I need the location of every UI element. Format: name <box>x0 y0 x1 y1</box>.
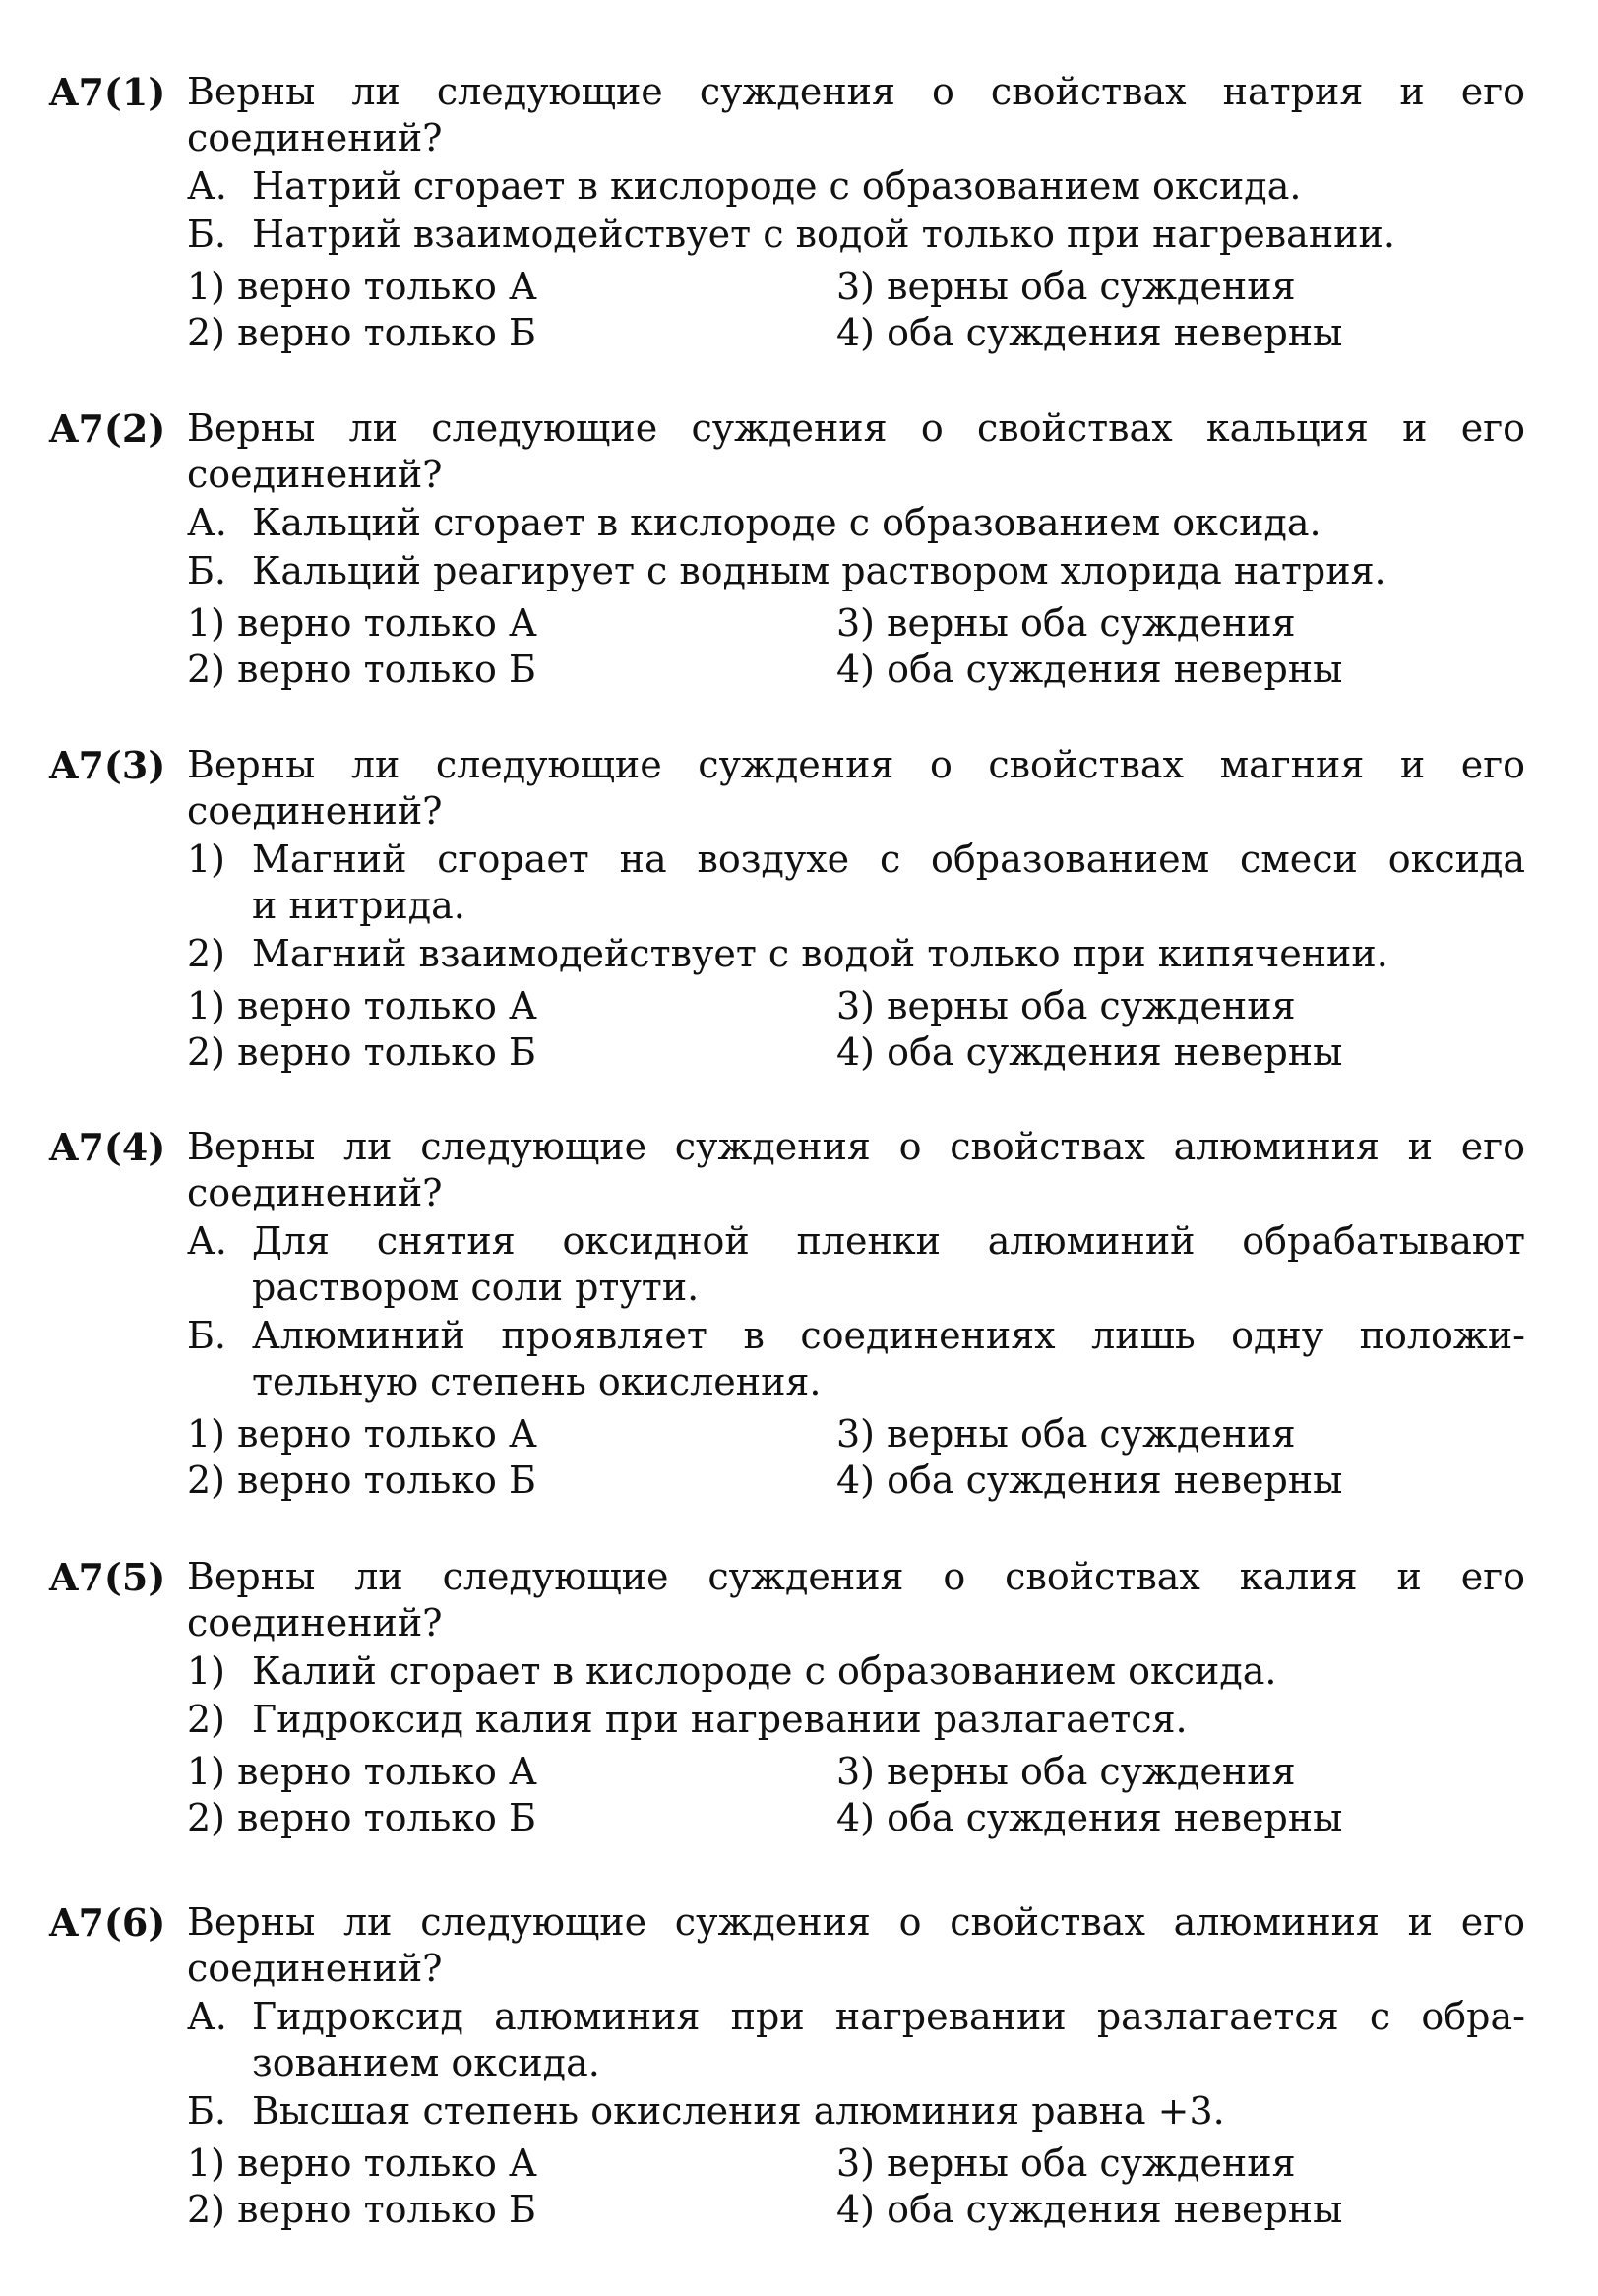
question-text-line: Верны ли следующие суждения о свойствах магния и его <box>187 743 1525 786</box>
statement-text: Для снятия оксидной пленки алюминий обрабатывают <box>252 1219 1525 1263</box>
question-2 <box>49 405 1525 693</box>
answer-options <box>187 983 1525 1076</box>
option-4[interactable]: 4) оба суждения неверны <box>836 2188 1343 2231</box>
option-2[interactable]: 2) верно только Б <box>187 1030 536 1074</box>
option-3[interactable]: 3) верны оба суждения <box>836 1750 1296 1793</box>
statement-a <box>187 1994 1525 2086</box>
statement-2 <box>187 931 1525 977</box>
statement-text: Гидроксид алюминия при нагревании разлагается с обра- <box>252 1995 1525 2038</box>
statement-1 <box>187 1648 1525 1695</box>
option-4[interactable]: 4) оба суждения неверны <box>836 1796 1343 1839</box>
question-5 <box>49 1554 1525 1841</box>
statement-label: Б. <box>187 213 227 256</box>
statement-a <box>187 1218 1525 1311</box>
question-text-line: Верны ли следующие суждения о свойствах калия и его <box>187 1555 1525 1598</box>
statement-text: и нитрида. <box>252 884 465 927</box>
question-text-line: Верны ли следующие суждения о свойствах алюминия и его <box>187 1125 1525 1168</box>
statement-text: тельную степень окисления. <box>252 1360 822 1403</box>
option-1[interactable]: 1) верно только А <box>187 984 537 1027</box>
statement-text: Высшая степень окисления алюминия равна +3. <box>252 2089 1225 2133</box>
statement-b <box>187 2088 1525 2135</box>
statement-b <box>187 212 1525 258</box>
statement-label: 1) <box>187 838 226 881</box>
option-2[interactable]: 2) верно только Б <box>187 648 536 691</box>
statement-text: Кальций сгорает в кислороде с образованием оксида. <box>252 501 1321 544</box>
question-text-line: Верны ли следующие суждения о свойствах кальция и его <box>187 406 1525 450</box>
question-body <box>187 1899 1525 2233</box>
option-2[interactable]: 2) верно только Б <box>187 311 536 354</box>
question-body <box>187 69 1525 356</box>
statement-label: Б. <box>187 1314 227 1357</box>
option-2[interactable]: 2) верно только Б <box>187 2188 536 2231</box>
statement-text: зованием оксида. <box>252 2041 600 2084</box>
question-text-line: Верны ли следующие суждения о свойствах натрия и его <box>187 70 1525 113</box>
statement-a <box>187 500 1525 546</box>
question-number: A7(4) <box>49 1125 166 1169</box>
question-body <box>187 1124 1525 1504</box>
option-4[interactable]: 4) оба суждения неверны <box>836 648 1343 691</box>
statement-label: А. <box>187 1219 227 1263</box>
statement-label: 2) <box>187 932 226 975</box>
question-number: A7(5) <box>49 1555 166 1599</box>
question-number: A7(2) <box>49 406 166 451</box>
statement-text: раствором соли ртути. <box>252 1266 700 1309</box>
question-4 <box>49 1124 1525 1504</box>
statement-text: Магний взаимодействует с водой только при кипячении. <box>252 932 1388 975</box>
answer-options <box>187 600 1525 693</box>
question-number: A7(6) <box>49 1900 166 1945</box>
question-text-line: соединений? <box>187 1947 443 1990</box>
option-4[interactable]: 4) оба суждения неверны <box>836 1458 1343 1502</box>
question-body <box>187 405 1525 693</box>
statement-label: 1) <box>187 1649 226 1693</box>
statement-a <box>187 163 1525 210</box>
statement-text: Натрий взаимодействует с водой только при нагревании. <box>252 213 1395 256</box>
option-3[interactable]: 3) верны оба суждения <box>836 601 1296 645</box>
statement-b <box>187 548 1525 594</box>
statement-label: Б. <box>187 549 227 592</box>
answer-options <box>187 2141 1525 2233</box>
question-body <box>187 1554 1525 1841</box>
option-4[interactable]: 4) оба суждения неверны <box>836 1030 1343 1074</box>
question-text-line: соединений? <box>187 1171 443 1214</box>
option-3[interactable]: 3) верны оба суждения <box>836 1412 1296 1456</box>
option-1[interactable]: 1) верно только А <box>187 601 537 645</box>
option-2[interactable]: 2) верно только Б <box>187 1458 536 1502</box>
question-number: A7(3) <box>49 743 166 787</box>
statement-text: Калий сгорает в кислороде с образованием оксида. <box>252 1649 1277 1693</box>
statement-label: А. <box>187 501 227 544</box>
question-1 <box>49 69 1525 356</box>
option-1[interactable]: 1) верно только А <box>187 1750 537 1793</box>
question-text-line: Верны ли следующие суждения о свойствах алюминия и его <box>187 1900 1525 1944</box>
question-text-line: соединений? <box>187 789 443 833</box>
question-text-line: соединений? <box>187 453 443 496</box>
question-6 <box>49 1899 1525 2233</box>
question-number: A7(1) <box>49 70 166 114</box>
option-1[interactable]: 1) верно только А <box>187 2141 537 2185</box>
option-2[interactable]: 2) верно только Б <box>187 1796 536 1839</box>
statement-label: 2) <box>187 1698 226 1741</box>
statement-label: А. <box>187 1995 227 2038</box>
statement-text: Натрий сгорает в кислороде с образованием оксида. <box>252 164 1302 208</box>
option-3[interactable]: 3) верны оба суждения <box>836 265 1296 308</box>
answer-options <box>187 1749 1525 1841</box>
statement-text: Кальций реагирует с водным раствором хлорида натрия. <box>252 549 1386 592</box>
statement-label: Б. <box>187 2089 227 2133</box>
question-text-line: соединений? <box>187 116 443 159</box>
statement-b <box>187 1313 1525 1405</box>
question-text-line: соединений? <box>187 1601 443 1644</box>
option-1[interactable]: 1) верно только А <box>187 1412 537 1456</box>
question-3 <box>49 742 1525 1076</box>
option-3[interactable]: 3) верны оба суждения <box>836 984 1296 1027</box>
answer-options <box>187 264 1525 356</box>
statement-1 <box>187 837 1525 929</box>
statement-text: Магний сгорает на воздухе с образованием смеси оксида <box>252 838 1525 881</box>
option-4[interactable]: 4) оба суждения неверны <box>836 311 1343 354</box>
option-3[interactable]: 3) верны оба суждения <box>836 2141 1296 2185</box>
statement-text: Алюминий проявляет в соединениях лишь одну положи- <box>252 1314 1525 1357</box>
option-1[interactable]: 1) верно только А <box>187 265 537 308</box>
statement-text: Гидроксид калия при нагревании разлагается. <box>252 1698 1188 1741</box>
answer-options <box>187 1411 1525 1504</box>
statement-2 <box>187 1697 1525 1743</box>
question-body <box>187 742 1525 1076</box>
statement-label: А. <box>187 164 227 208</box>
